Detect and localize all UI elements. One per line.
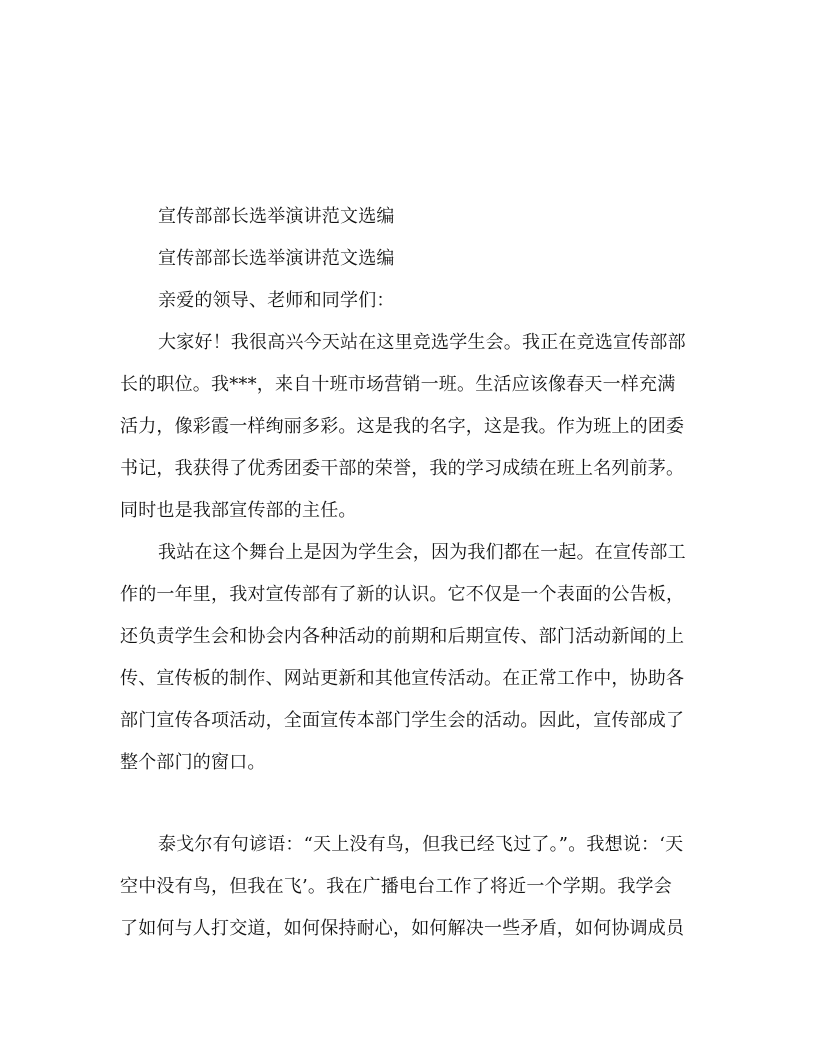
paragraph-1-line: 书记，我获得了优秀团委干部的荣誉，我的学习成绩在班上名列前茅。	[120, 458, 685, 479]
paragraph-2-line: 我站在这个舞台上是因为学生会，因为我们都在一起。在宣传部工	[158, 542, 686, 563]
paragraph-2-line: 还负责学生会和协会内各种活动的前期和后期宣传、部门活动新闻的上	[120, 626, 685, 647]
paragraph-2-line: 传、宣传板的制作、网站更新和其他宣传活动。在正常工作中，协助各	[120, 668, 685, 689]
paragraph-3-line: 泰戈尔有句谚语：“天上没有鸟，但我已经飞过了。”。我想说：‘天	[158, 834, 684, 855]
document-subtitle: 宣传部部长选举演讲范文选编	[158, 248, 395, 269]
paragraph-1-line: 长的职位。我***，来自十班市场营销一班。生活应该像春天一样充满	[120, 374, 676, 395]
paragraph-1-line: 大家好！我很高兴今天站在这里竞选学生会。我正在竞选宣传部部	[158, 332, 686, 353]
document-title: 宣传部部长选举演讲范文选编	[158, 206, 395, 227]
paragraph-1-line: 同时也是我部宣传部的主任。	[120, 500, 357, 521]
paragraph-3-line: 空中没有鸟，但我在飞’。我在广播电台工作了将近一个学期。我学会	[120, 876, 672, 897]
paragraph-2-line: 作的一年里，我对宣传部有了新的认识。它不仅是一个表面的公告板，	[120, 584, 685, 605]
paragraph-1-line: 活力，像彩霞一样绚丽多彩。这是我的名字，这是我。作为班上的团委	[120, 416, 685, 437]
paragraph-2-line: 整个部门的窗口。	[120, 752, 266, 773]
paragraph-3-line: 了如何与人打交道，如何保持耐心，如何解决一些矛盾，如何协调成员	[120, 918, 685, 939]
paragraph-2-line: 部门宣传各项活动，全面宣传本部门学生会的活动。因此，宣传部成了	[120, 710, 685, 731]
salutation: 亲爱的领导、老师和同学们：	[158, 290, 395, 311]
